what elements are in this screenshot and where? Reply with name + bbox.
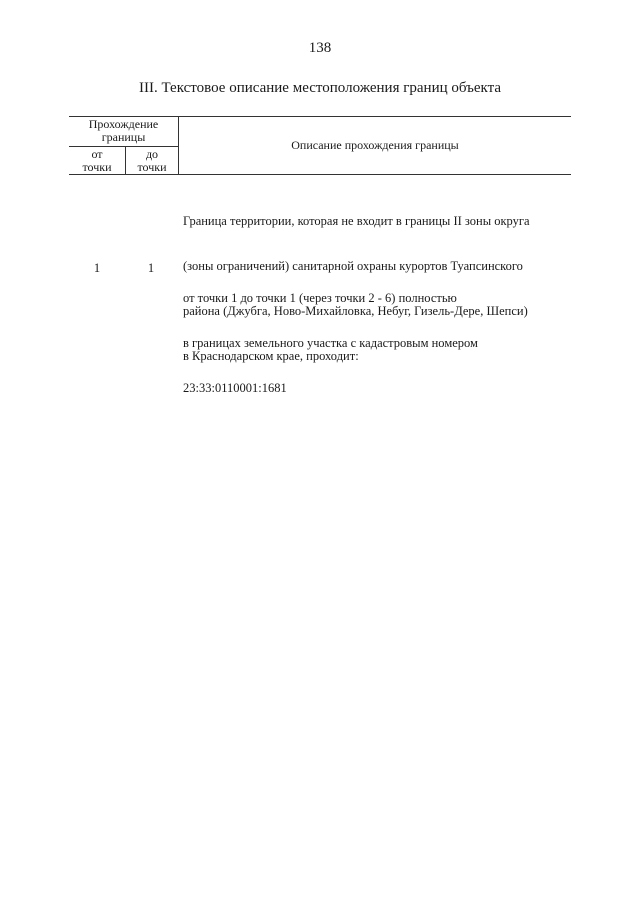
passage-subheader-rule: [69, 146, 178, 147]
row-description-line: от точки 1 до точки 1 (через точки 2 - 6) полностью: [183, 291, 457, 305]
table-header-bottom-rule: [69, 174, 571, 175]
row-from-point: 1: [93, 261, 101, 275]
intro-line: (зоны ограничений) санитарной охраны курортов Туапсинского: [183, 259, 523, 273]
header-passage-cell: [69, 118, 178, 144]
intro-line: в Краснодарском крае, проходит:: [183, 349, 359, 363]
header-description-cell: [179, 139, 571, 152]
row-to-point: 1: [147, 261, 155, 275]
section-title: III. Текстовое описание местоположения границ объекта: [138, 80, 502, 96]
header-passage-label: Прохождение границы: [88, 117, 159, 144]
row-description-line: 23:33:0110001:1681: [183, 381, 287, 395]
header-description-label: Описание прохождения границы: [291, 138, 459, 152]
intro-line: Граница территории, которая не входит в границы II зоны округа: [183, 214, 530, 228]
header-from-cell: [69, 148, 125, 174]
header-from-label: от точки: [82, 147, 112, 174]
intro-line: района (Джубга, Ново-Михайловка, Небуг, Гизель-Дере, Шепси): [183, 304, 528, 318]
header-to-cell: [126, 148, 178, 174]
page-number: 138: [308, 40, 332, 56]
row-description: [183, 261, 478, 426]
row-description-line: в границах земельного участка с кадастровым номером: [183, 336, 478, 350]
table-header: [69, 116, 571, 175]
header-to-label: до точки: [137, 147, 167, 174]
